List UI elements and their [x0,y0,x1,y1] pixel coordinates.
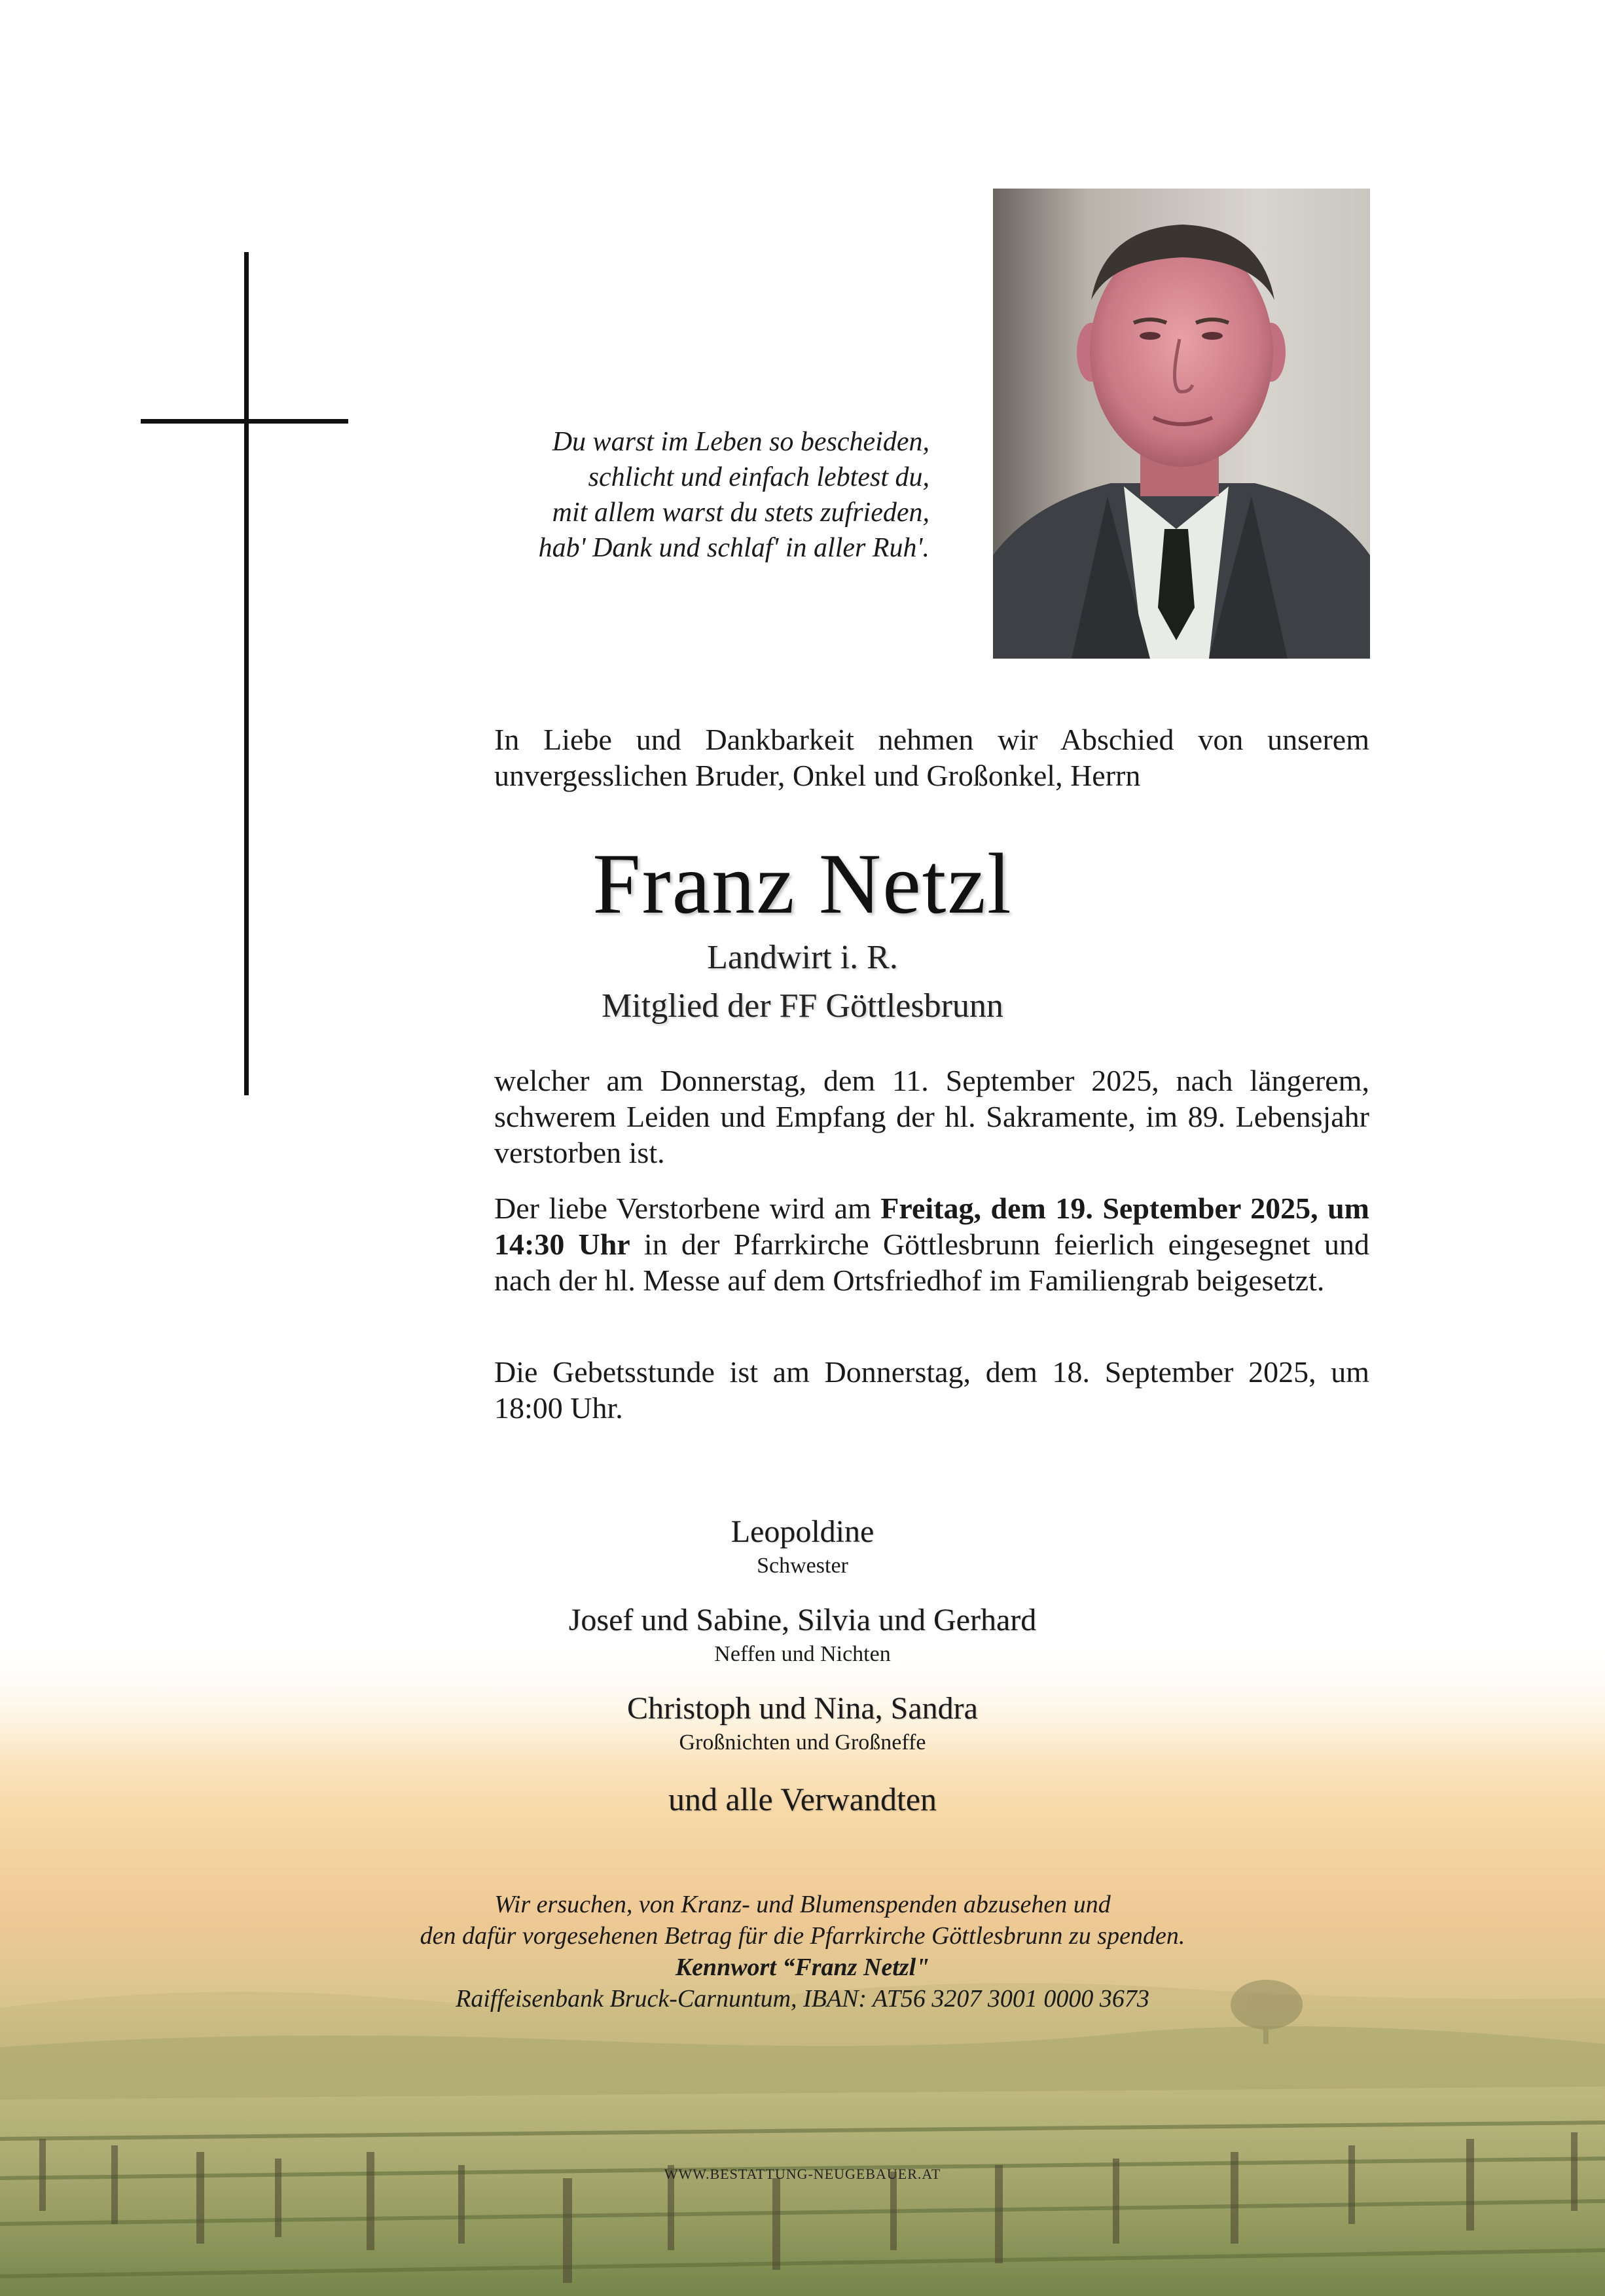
donation-line: den dafür vorgesehenen Betrag für die Pfarrkirche Göttlesbrunn zu spenden. [420,1922,1185,1950]
funeral-prefix: Der liebe Verstorbene wird am [494,1192,881,1225]
relative-names: Josef und Sabine, Silvia und Gerhard [568,1603,1037,1637]
relative-entry [0,1512,1605,1580]
intro-text: In Liebe und Dankbarkeit nehmen wir Abschied von unserem unvergesslichen Bruder, Onkel und Großonkel, Herrn [494,723,1369,792]
funeral-suffix: in der Pfarrkirche Göttlesbrunn feierlich eingesegnet und nach der hl. Messe auf dem Ortsfriedhof im Familiengrab beigesetzt. [494,1228,1369,1297]
relative-relation: Neffen und Nichten [714,1642,891,1666]
funeral-details [494,1190,1369,1298]
deceased-profession: Landwirt i. R. [707,939,898,976]
poem-line: schlicht und einfach lebtest du, [588,462,929,492]
relative-entry [0,1689,1605,1757]
donation-line: Wir ersuchen, von Kranz- und Blumenspenden abzusehen und [494,1891,1111,1918]
relative-relation: Schwester [757,1554,848,1578]
poem-line: mit allem warst du stets zufrieden, [552,498,929,528]
relative-names: Leopoldine [730,1514,875,1549]
deceased-membership: Mitglied der FF Göttlesbrunn [602,987,1003,1025]
donation-bank: Raiffeisenbank Bruck-Carnuntum, IBAN: AT56 3207 3001 0000 3673 [456,1985,1149,2013]
relative-entry [0,1601,1605,1669]
donation-keyword-text: Kennwort “Franz Netzl" [675,1954,930,1981]
relative-names: Christoph und Nina, Sandra [627,1691,978,1726]
poem-line: Du warst im Leben so bescheiden, [552,427,929,457]
relative-entry [0,1779,1605,1819]
funeral-home-website: WWW.BESTATTUNG-NEUGEBAUER.AT [664,2166,941,2182]
poem-line: hab' Dank und schlaf' in aller Ruh'. [538,533,929,563]
death-announcement: welcher am Donnerstag, dem 11. September 2025, nach längerem, schwerem Leiden und Empfang der hl. Sakramente, im 89. Lebensjahr verstorben ist. [494,1064,1369,1169]
deceased-name: Franz Netzl [592,835,1013,932]
portrait-photo [993,189,1370,659]
prayer-hour: Die Gebetsstunde ist am Donnerstag, dem 18. September 2025, um 18:00 Uhr. [494,1355,1369,1425]
portrait-illustration [993,189,1370,659]
donation-request [0,1889,1605,2014]
donation-keyword [0,1952,1605,1983]
cross-horizontal-bar [141,419,348,424]
relative-relation: Großnichten und Großneffe [679,1730,926,1755]
funeral-date: Freitag, dem 19. September 2025, um 14:30 Uhr [494,1192,1369,1261]
relative-names: und alle Verwandten [668,1781,937,1817]
memorial-poem [458,424,929,566]
